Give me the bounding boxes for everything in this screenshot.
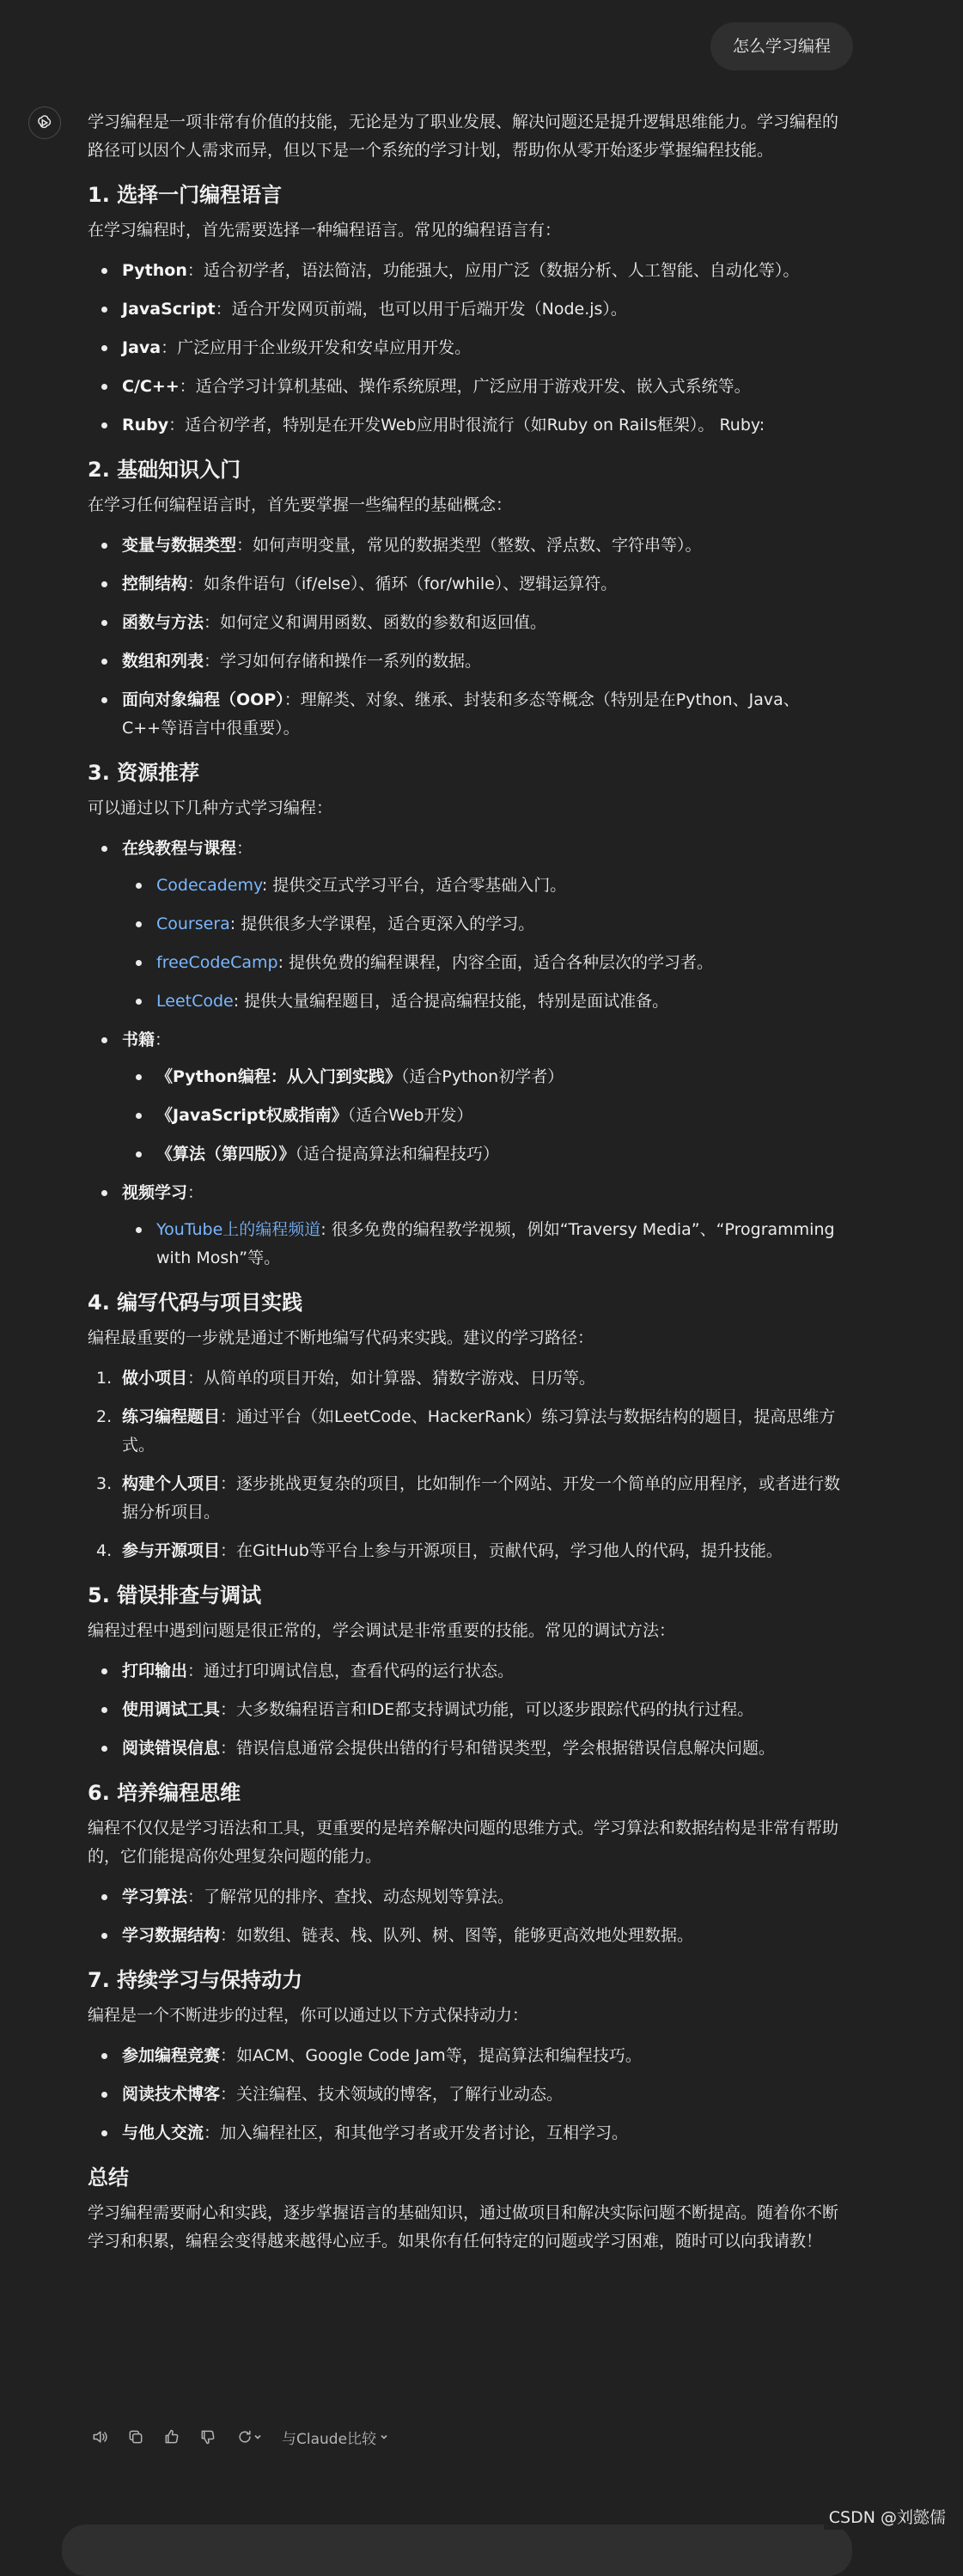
item-bold: 数组和列表 [122, 652, 204, 671]
item-text: : 提供交互式学习平台，适合零基础入门。 [261, 876, 567, 895]
item-number: 4. [96, 1541, 113, 1560]
item-bold: 面向对象编程（OOP） [122, 690, 284, 709]
user-message-bubble: 怎么学习编程 [710, 22, 853, 70]
section-4-intro: 编程最重要的一步就是通过不断地编写代码来实践。建议的学习路径： [88, 1328, 594, 1347]
item-colon: ： [236, 839, 253, 858]
item-bold: 视频学习 [122, 1183, 188, 1202]
item-text: ：关注编程、技术领域的博客，了解行业动态。 [220, 2085, 564, 2104]
leetcode-link[interactable]: LeetCode [156, 992, 234, 1011]
watermark: CSDN @刘懿儒 [824, 2503, 951, 2530]
regenerate-button[interactable] [232, 2425, 266, 2449]
list-item [156, 949, 852, 977]
item-text: （适合Python初学者） [400, 1067, 564, 1086]
list-item [96, 1470, 852, 1527]
list-item [156, 1140, 852, 1169]
section-1-intro: 在学习编程时，首先需要选择一种编程语言。常见的编程语言有： [88, 221, 562, 240]
compare-label: 与Claude比较 [282, 2430, 377, 2448]
item-bold: 学习数据结构 [122, 1926, 221, 1945]
section-7-list [88, 2042, 852, 2148]
book-title: 《Python编程：从入门到实践》 [156, 1067, 401, 1086]
item-text: ：了解常见的排序、查找、动态规划等算法。 [187, 1887, 515, 1906]
item-number: 1. [96, 1369, 113, 1388]
section-7-heading: 7. 持续学习与保持动力 [88, 1968, 303, 1992]
item-bold: 函数与方法 [122, 613, 204, 632]
list-item [122, 2042, 852, 2070]
read-aloud-button[interactable] [88, 2425, 112, 2449]
openai-logo-icon [35, 113, 54, 132]
item-text: ：加入编程社区，和其他学习者或开发者讨论，互相学习。 [204, 2123, 629, 2142]
intro-paragraph: 学习编程是一项非常有价值的技能，无论是为了职业发展、解决问题还是提升逻辑思维能力。学习编程的路径可以因个人需求而异，但以下是一个系统的学习计划，帮助你从零开始逐步掌握编程技能。 [88, 112, 839, 160]
section-5-list [88, 1657, 852, 1763]
item-text: ：适合开发网页前端，也可以用于后端开发（Node.js）。 [215, 300, 627, 319]
item-bold: 变量与数据类型 [122, 536, 237, 555]
item-text: ：如条件语句（if/else）、循环（for/while）、逻辑运算符。 [187, 574, 618, 593]
item-text: （适合Web开发） [347, 1106, 473, 1125]
list-item [122, 1735, 852, 1763]
message-actions-bar [88, 2425, 388, 2449]
section-2-heading: 2. 基础知识入门 [88, 458, 241, 482]
list-item [96, 1364, 852, 1393]
item-number: 3. [96, 1474, 113, 1493]
list-item [122, 373, 852, 401]
item-number: 2. [96, 1407, 113, 1426]
list-item [122, 1657, 852, 1686]
section-6-intro: 编程不仅仅是学习语法和工具，更重要的是培养解决问题的思维方式。学习算法和数据结构是非常有帮助的，它们能提高你处理复杂问题的能力。 [88, 1819, 839, 1866]
list-item [156, 1063, 852, 1091]
item-text: ：错误信息通常会提供出错的行号和错误类型，学会根据错误信息解决问题。 [220, 1739, 776, 1758]
list-item-online-courses [122, 835, 852, 1016]
section-4-heading: 4. 编写代码与项目实践 [88, 1291, 303, 1315]
freecodecamp-link[interactable]: freeCodeCamp [156, 953, 278, 972]
chevron-down-icon [380, 2433, 388, 2441]
list-item [122, 686, 852, 743]
item-text: ：广泛应用于企业级开发和安卓应用开发。 [161, 338, 472, 357]
item-bold: 练习编程题目 [122, 1407, 221, 1426]
assistant-avatar [28, 106, 61, 139]
item-bold: Ruby [122, 416, 169, 434]
assistant-answer [88, 108, 852, 2268]
copy-icon [127, 2428, 144, 2445]
list-item-books [122, 1026, 852, 1169]
item-bold: 控制结构 [122, 574, 188, 593]
item-bold: 参加编程竞赛 [122, 2046, 221, 2065]
list-item [96, 1537, 852, 1565]
book-title: 《JavaScript权威指南》 [156, 1106, 348, 1125]
item-text: ：适合学习计算机基础、操作系统原理，广泛应用于游戏开发、嵌入式系统等。 [179, 377, 751, 396]
item-text: ：逐步挑战更复杂的项目，比如制作一个网站、开发一个简单的应用程序，或者进行数据分析项目。 [122, 1474, 841, 1522]
list-item [122, 334, 852, 362]
list-item [122, 1883, 852, 1911]
item-text: ：如ACM、Google Code Jam等，提高算法和编程技巧。 [220, 2046, 642, 2065]
regenerate-icon [236, 2428, 253, 2445]
thumbs-up-icon [163, 2428, 180, 2445]
section-3-heading: 3. 资源推荐 [88, 761, 200, 785]
user-message-row [710, 22, 853, 70]
list-item [122, 411, 852, 440]
item-text: ：理解类、对象、继承、封装和多态等概念（特别是在Python、Java、C++等语言中很重要）。 [122, 690, 800, 738]
item-text: ：如何声明变量，常见的数据类型（整数、浮点数、字符串等）。 [236, 536, 702, 555]
item-bold: 阅读技术博客 [122, 2085, 221, 2104]
item-text: ：在GitHub等平台上参与开源项目，贡献代码，学习他人的代码，提升技能。 [220, 1541, 783, 1560]
item-text: : 提供免费的编程课程，内容全面，适合各种层次的学习者。 [277, 953, 714, 972]
section-1-heading: 1. 选择一门编程语言 [88, 183, 283, 207]
item-text: : 提供大量编程题目，适合提高编程技能，特别是面试准备。 [233, 992, 669, 1011]
item-text: ：适合初学者，语法简洁，功能强大，应用广泛（数据分析、人工智能、自动化等）。 [186, 261, 800, 280]
list-item [122, 257, 852, 285]
copy-button[interactable] [124, 2425, 148, 2449]
item-bold: 构建个人项目 [122, 1474, 221, 1493]
item-bold: Python [122, 261, 187, 280]
good-response-button[interactable] [160, 2425, 184, 2449]
item-bold: 使用调试工具 [122, 1700, 221, 1719]
item-bold: 在线教程与课程 [122, 839, 237, 858]
list-item [122, 532, 852, 560]
section-3-intro: 可以通过以下几种方式学习编程： [88, 799, 333, 817]
item-text: ：如数组、链表、栈、队列、树、图等，能够更高效地处理数据。 [220, 1926, 694, 1945]
item-bold: 做小项目 [122, 1369, 188, 1388]
list-item [156, 1216, 852, 1273]
chevron-down-icon [253, 2433, 262, 2441]
youtube-channels-link[interactable]: YouTube上的编程频道 [156, 1220, 321, 1239]
item-text: ：大多数编程语言和IDE都支持调试功能，可以逐步跟踪代码的执行过程。 [220, 1700, 754, 1719]
item-bold: 打印输出 [122, 1662, 188, 1680]
list-item [122, 295, 852, 324]
list-item [122, 2081, 852, 2109]
item-text: （适合提高算法和编程技巧） [295, 1145, 500, 1163]
online-courses-list [122, 872, 852, 1016]
section-6-list [88, 1883, 852, 1950]
list-item [122, 647, 852, 676]
item-bold: 阅读错误信息 [122, 1739, 221, 1758]
summary-heading: 总结 [88, 2166, 129, 2190]
book-title: 《算法（第四版）》 [156, 1145, 296, 1163]
item-text: ：学习如何存储和操作一系列的数据。 [204, 652, 482, 671]
section-5-intro: 编程过程中遇到问题是很正常的，学会调试是非常重要的技能。常见的调试方法： [88, 1621, 676, 1640]
item-bold: JavaScript [122, 300, 216, 319]
item-bold: C/C++ [122, 377, 180, 396]
item-text: ：如何定义和调用函数、函数的参数和返回值。 [204, 613, 547, 632]
item-text: : 很多免费的编程教学视频，例如“Traversy Media”、“Programming with Mosh”等。 [156, 1220, 835, 1267]
item-colon: ： [155, 1030, 172, 1049]
bad-response-button[interactable] [196, 2425, 220, 2449]
list-item [156, 987, 852, 1016]
list-item [122, 609, 852, 637]
list-item [156, 872, 852, 900]
list-item [156, 1102, 852, 1130]
video-list [122, 1216, 852, 1273]
list-item [122, 1922, 852, 1950]
section-4-list [88, 1364, 852, 1565]
list-item [122, 1696, 852, 1724]
list-item [122, 570, 852, 598]
list-item [156, 910, 852, 939]
section-7-intro: 编程是一个不断进步的过程，你可以通过以下方式保持动力： [88, 2006, 529, 2025]
codecademy-link[interactable]: Codecademy [156, 876, 262, 895]
coursera-link[interactable]: Coursera [156, 914, 230, 933]
section-1-list [88, 257, 852, 440]
list-item [96, 1403, 852, 1460]
item-text: ：通过平台（如LeetCode、HackerRank）练习算法与数据结构的题目，提高思维方式。 [122, 1407, 836, 1455]
section-5-heading: 5. 错误排查与调试 [88, 1583, 262, 1607]
speaker-icon [91, 2428, 108, 2445]
item-bold: 参与开源项目 [122, 1541, 221, 1560]
item-bold: Java [122, 338, 162, 357]
item-text: ：通过打印调试信息，查看代码的运行状态。 [187, 1662, 515, 1680]
item-text: ：从简单的项目开始，如计算器、猜数字游戏、日历等。 [187, 1369, 596, 1388]
summary-paragraph: 学习编程需要耐心和实践，逐步掌握语言的基础知识，通过做项目和解决实际问题不断提高。随着你不断学习和积累，编程会变得越来越得心应手。如果你有任何特定的问题或学习困难，随时可以向我请教！ [88, 2203, 839, 2251]
list-item [122, 2119, 852, 2148]
thumbs-down-icon [199, 2428, 216, 2445]
section-2-list [88, 532, 852, 743]
books-list [122, 1063, 852, 1169]
item-colon: ： [187, 1183, 204, 1202]
list-item-video [122, 1179, 852, 1273]
section-3-list [88, 835, 852, 1273]
item-bold: 书籍 [122, 1030, 155, 1049]
item-bold: 与他人交流 [122, 2123, 204, 2142]
compare-with-claude-button[interactable] [282, 2427, 388, 2448]
section-6-heading: 6. 培养编程思维 [88, 1781, 241, 1805]
section-2-intro: 在学习任何编程语言时，首先要掌握一些编程的基础概念： [88, 495, 513, 514]
item-bold: 学习算法 [122, 1887, 188, 1906]
item-text: : 提供很多大学课程，适合更深入的学习。 [229, 914, 535, 933]
item-text: ：适合初学者，特别是在开发Web应用时很流行（如Ruby on Rails框架）。 Ruby: [168, 416, 765, 434]
message-input-box[interactable] [62, 2524, 852, 2576]
